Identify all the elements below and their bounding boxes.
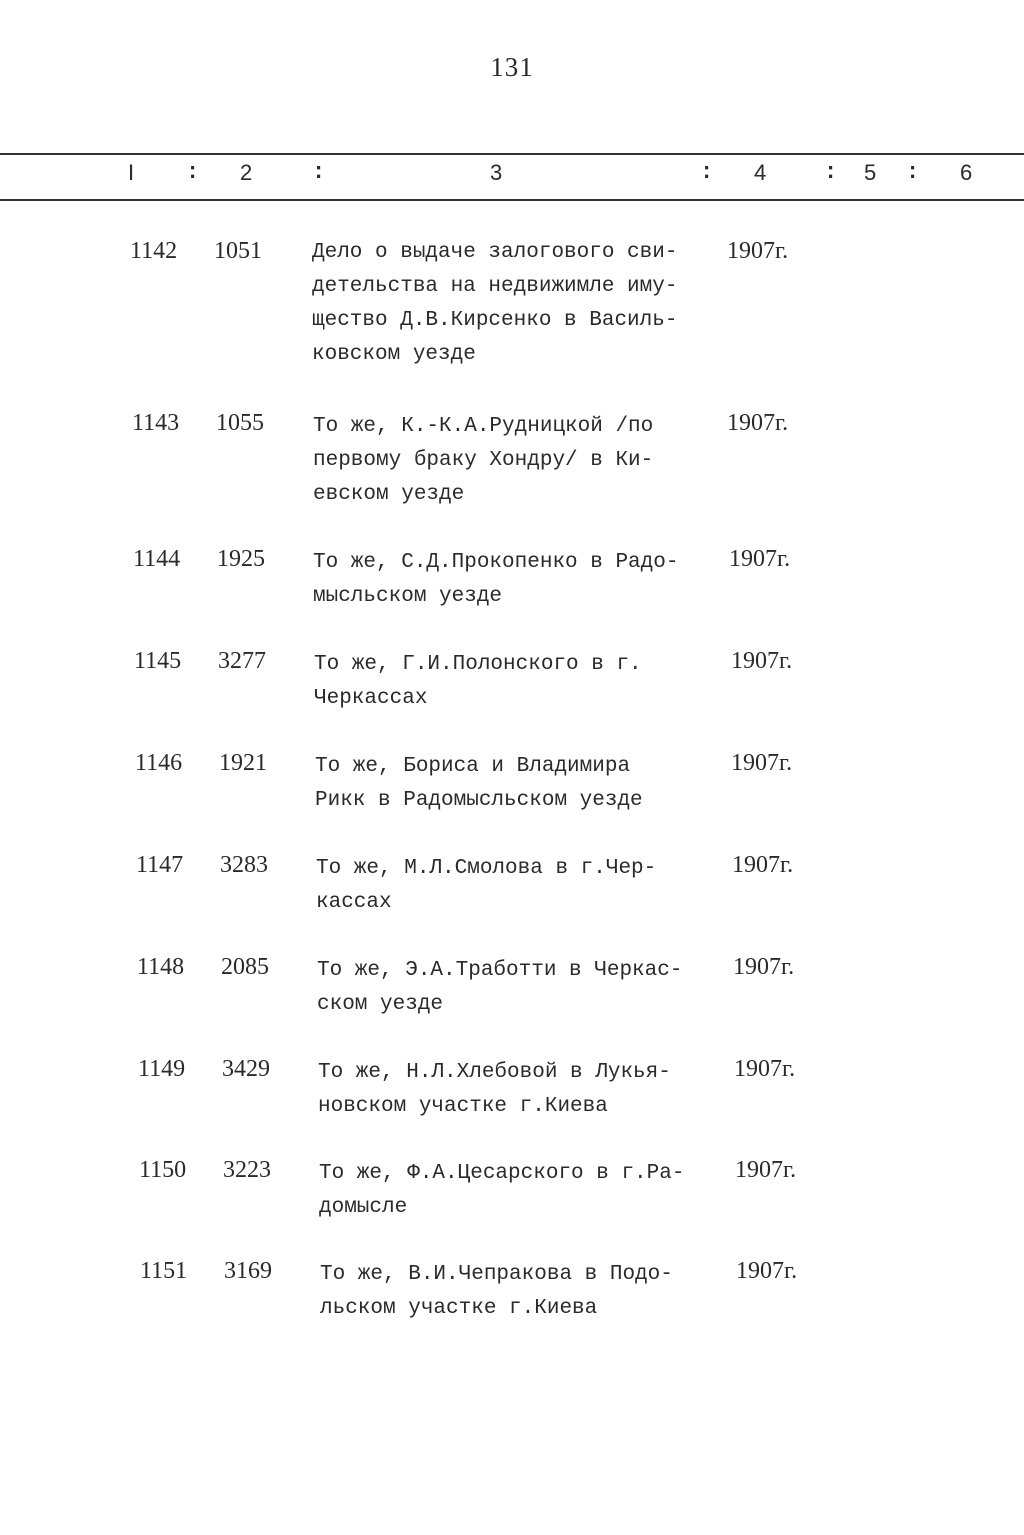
entry-number: 1143 [132,410,180,436]
column-separator: : [700,160,714,185]
column-separator: : [186,160,200,185]
entry-description: То же, Бориса и Владимира Рикк в Радомысльском уезде [315,755,643,812]
entry-description: То же, Ф.А.Цесарского в г.Ра- домысле [319,1162,685,1219]
entry-description: То же, Г.И.Полонского в г. Черкассах [314,653,642,710]
column-header-1: I [128,160,135,185]
entry-year: 1907г. [727,238,789,264]
header-rule-top [0,153,1024,155]
entry-description: То же, Э.А.Тработти в Черкас- ском уезде [317,959,683,1016]
file-number: 3283 [220,852,268,878]
file-number: 1921 [219,750,267,776]
entry-number: 1147 [136,852,184,878]
entry-year: 1907г. [731,750,793,776]
column-separator: : [824,160,838,185]
file-number: 2085 [221,954,269,980]
entry-year: 1907г. [736,1258,798,1284]
file-number: 1925 [217,546,265,572]
entry-description: Дело о выдаче залогового сви- детельства на недвижимле иму- щество Д.В.Кирсенко в Василь- ковском уезде [312,241,678,366]
column-separator: : [906,160,920,185]
file-number: 3429 [222,1056,270,1082]
entry-year: 1907г. [729,546,791,572]
file-number: 3169 [224,1258,272,1284]
entry-year: 1907г. [727,410,789,436]
file-number: 3277 [218,648,266,674]
entry-year: 1907г. [733,954,795,980]
column-header-2: 2 [240,160,253,185]
file-number: 3223 [223,1157,271,1183]
entry-year: 1907г. [732,852,794,878]
entry-number: 1146 [135,750,183,776]
file-number: 1051 [214,238,262,264]
column-header-3: 3 [490,160,503,185]
entry-number: 1145 [134,648,182,674]
file-number: 1055 [216,410,264,436]
entry-description: То же, Н.Л.Хлебовой в Лукья- новском участке г.Киева [318,1061,671,1118]
entry-number: 1142 [130,238,178,264]
entry-description: То же, М.Л.Смолова в г.Чер- кассах [316,857,657,914]
entry-number: 1151 [140,1258,188,1284]
page-number: 131 [490,52,534,82]
entry-year: 1907г. [735,1157,797,1183]
header-rule-bottom [0,199,1024,201]
entry-number: 1150 [139,1157,187,1183]
entry-year: 1907г. [731,648,793,674]
entry-description: То же, К.-К.А.Рудницкой /по первому браку Хондру/ в Ки- евском уезде [313,415,654,506]
entry-number: 1144 [133,546,181,572]
entry-year: 1907г. [734,1056,796,1082]
entry-number: 1148 [137,954,185,980]
column-header-4: 4 [754,160,767,185]
column-header-5: 5 [864,160,877,185]
entry-number: 1149 [138,1056,186,1082]
column-header-6: 6 [960,160,973,185]
column-separator: : [312,160,326,185]
entry-description: То же, В.И.Чепракова в Подо- льском участке г.Киева [320,1263,673,1320]
entry-description: То же, С.Д.Прокопенко в Радо- мысльском уезде [313,551,679,608]
